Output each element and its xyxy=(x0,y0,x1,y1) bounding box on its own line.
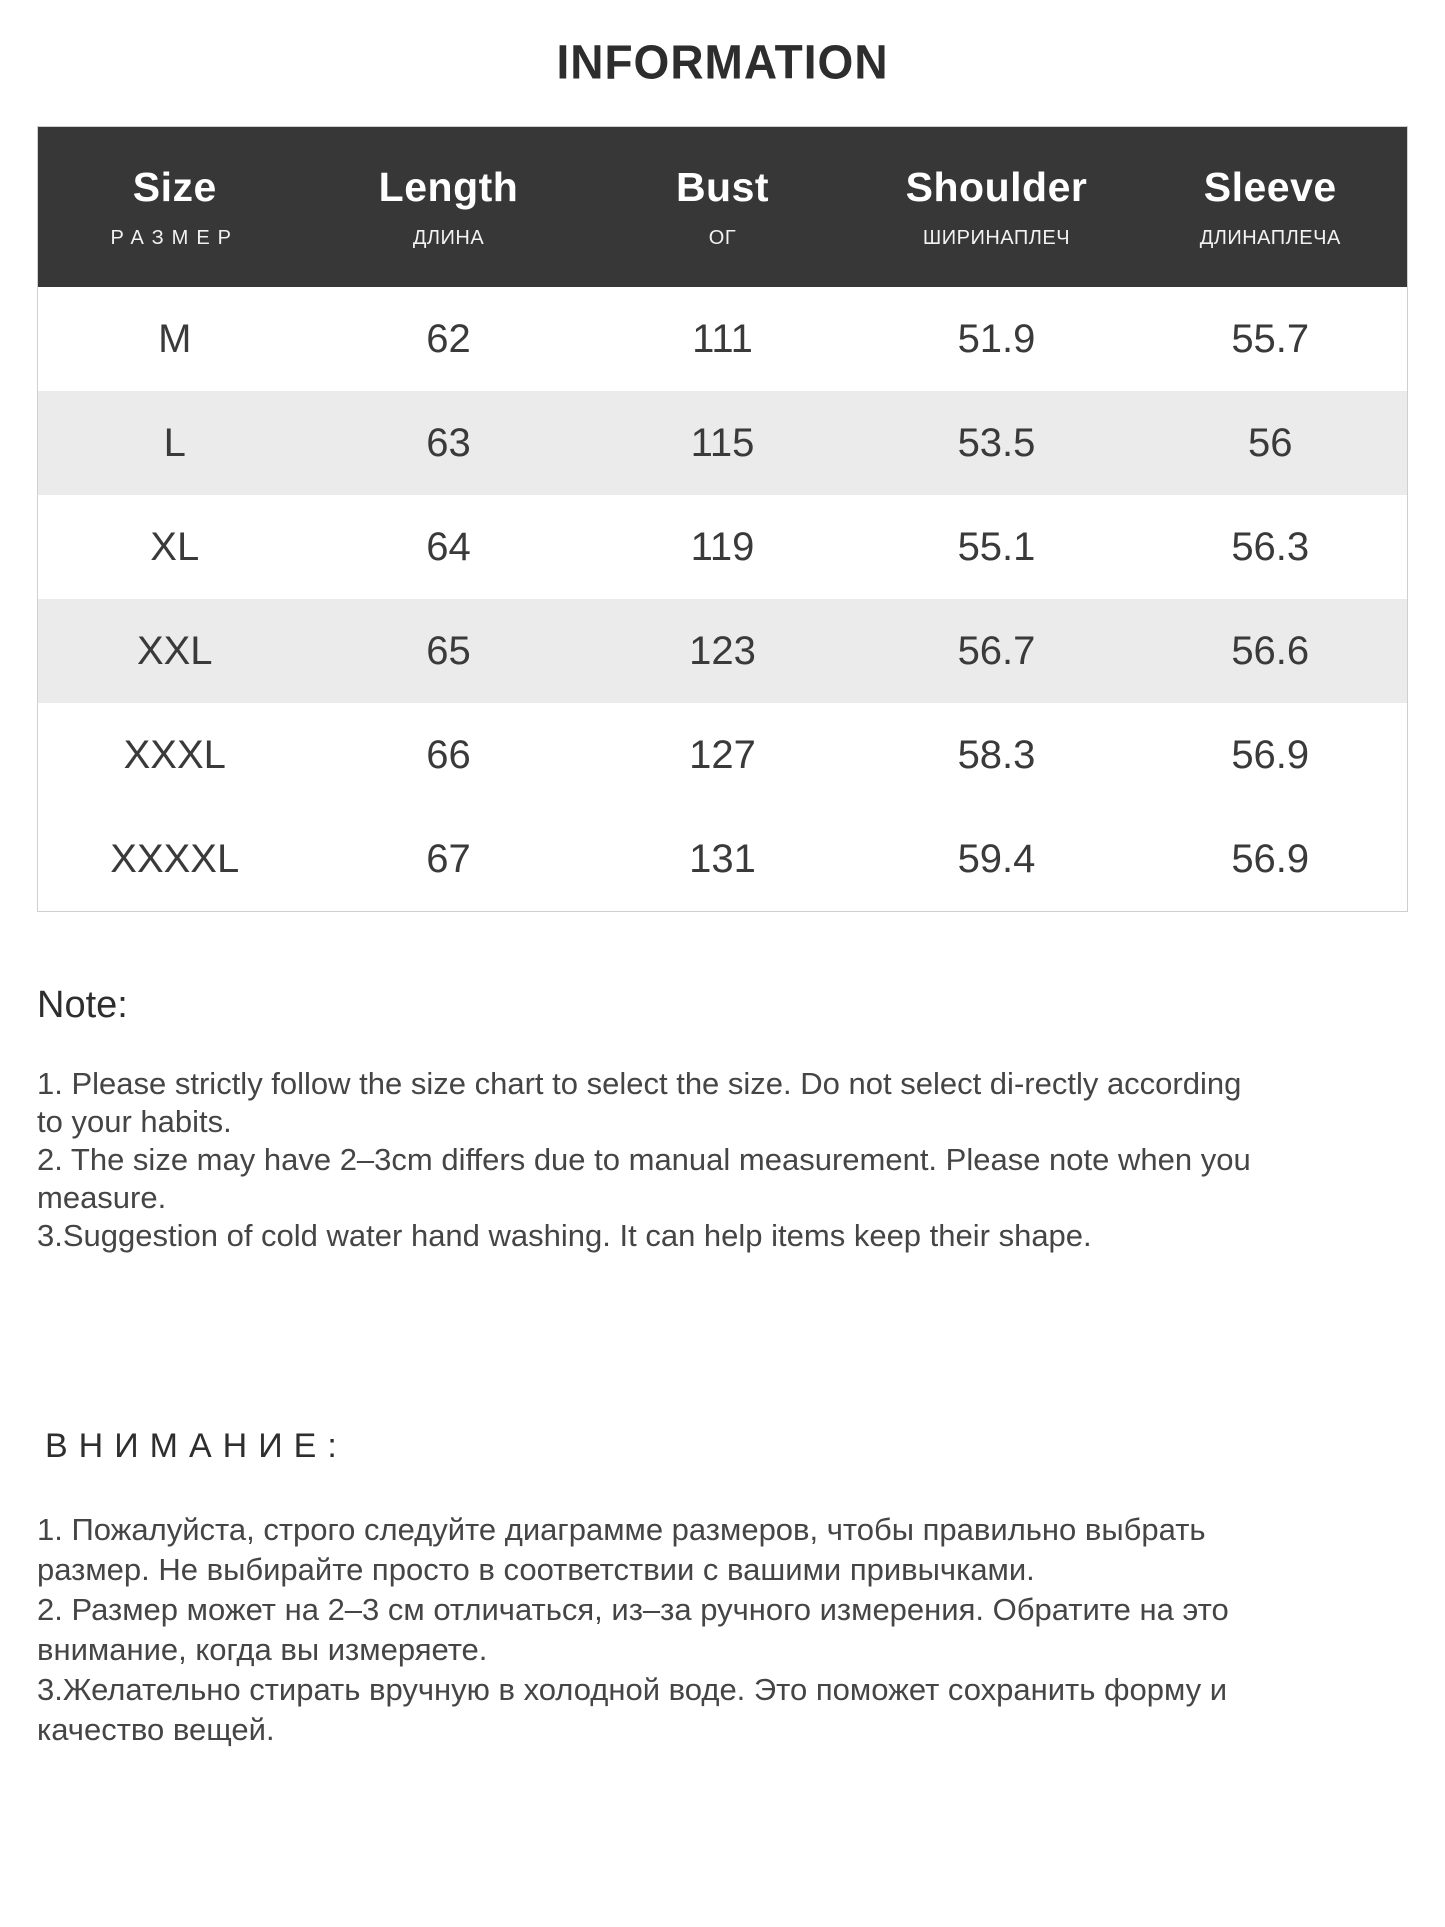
header-shoulder-en: Shoulder xyxy=(905,164,1088,210)
header-length-en: Length xyxy=(378,164,519,210)
table-row-xxl xyxy=(38,599,1408,703)
cell-length: 65 xyxy=(426,628,471,673)
attention-text-block xyxy=(37,1510,1267,1750)
attention-item-3: 3.Желательно стирать вручную в холодной воде. Это поможет сохранить форму и качество вещей. xyxy=(37,1672,1228,1747)
cell-bust: 111 xyxy=(692,316,753,361)
cell-bust: 127 xyxy=(689,732,756,777)
header-length-ru: ДЛИНА xyxy=(412,227,485,249)
header-sleeve-en: Sleeve xyxy=(1203,164,1337,210)
size-chart-body xyxy=(38,287,1408,912)
attention-item-1: 1. Пожалуйста, строго следуйте диаграмме размеров, чтобы правильно выбрать размер. Не выбирайте просто в соответствии с вашими привычками. xyxy=(37,1512,1206,1587)
cell-bust: 119 xyxy=(690,524,755,569)
cell-shoulder: 58.3 xyxy=(957,732,1036,777)
note-item-3: 3.Suggestion of cold water hand washing. It can help items keep their shape. xyxy=(37,1218,1092,1253)
cell-shoulder: 59.4 xyxy=(957,836,1036,881)
header-shoulder-ru: ШИРИНАПЛЕЧ xyxy=(922,227,1071,249)
cell-length: 63 xyxy=(426,420,471,465)
header-cell-bust xyxy=(586,127,860,288)
table-header-row xyxy=(38,127,1408,288)
cell-sleeve: 56.3 xyxy=(1231,524,1310,569)
cell-sleeve: 56.6 xyxy=(1231,628,1310,673)
cell-size: XXXL xyxy=(123,732,226,777)
header-cell-length xyxy=(312,127,586,288)
cell-size: L xyxy=(163,420,186,465)
header-sleeve-ru: ДЛИНАПЛЕЧА xyxy=(1199,227,1341,249)
header-cell-sleeve xyxy=(1134,127,1408,288)
table-row-l xyxy=(38,391,1408,495)
cell-sleeve: 56.9 xyxy=(1231,732,1310,777)
cell-size: XXXXL xyxy=(110,836,240,881)
table-row-xxxxl xyxy=(38,807,1408,912)
note-item-2: 2. The size may have 2–3cm differs due to manual measurement. Please note when you measure. xyxy=(37,1142,1251,1215)
note-text-block xyxy=(37,1065,1267,1255)
attention-item-2: 2. Размер может на 2–3 см отличаться, из–за ручного измерения. Обратите на это внимание, когда вы измеряете. xyxy=(37,1592,1229,1667)
cell-size: XXL xyxy=(136,628,213,673)
table-row-m xyxy=(38,287,1408,391)
page-title: INFORMATION xyxy=(556,34,889,90)
cell-bust: 115 xyxy=(690,420,755,465)
attention-heading: ВНИМАНИЕ: xyxy=(45,1427,348,1465)
header-size-ru: РАЗМЕР xyxy=(110,227,240,249)
note-item-1: 1. Please strictly follow the size chart to select the size. Do not select di-rectly according to your habits. xyxy=(37,1066,1242,1139)
cell-shoulder: 51.9 xyxy=(957,316,1036,361)
note-heading: Note: xyxy=(37,984,128,1026)
table-row-xxxl xyxy=(38,703,1408,807)
cell-size: XL xyxy=(150,524,200,569)
header-cell-shoulder xyxy=(860,127,1134,288)
size-chart-table xyxy=(37,126,1408,912)
cell-bust: 123 xyxy=(689,628,756,673)
cell-length: 66 xyxy=(426,732,471,777)
cell-sleeve: 56 xyxy=(1248,420,1293,465)
header-bust-ru: ОГ xyxy=(708,227,737,249)
cell-shoulder: 53.5 xyxy=(957,420,1036,465)
header-size-en: Size xyxy=(132,164,217,210)
cell-bust: 131 xyxy=(689,836,756,881)
cell-shoulder: 56.7 xyxy=(957,628,1036,673)
cell-shoulder: 55.1 xyxy=(957,524,1036,569)
cell-length: 62 xyxy=(426,316,471,361)
size-chart-header xyxy=(38,127,1408,288)
header-bust-en: Bust xyxy=(675,164,770,210)
cell-sleeve: 56.9 xyxy=(1231,836,1310,881)
cell-size: M xyxy=(158,316,192,361)
cell-length: 67 xyxy=(426,836,471,881)
header-cell-size xyxy=(38,127,312,288)
cell-length: 64 xyxy=(426,524,471,569)
table-row-xl xyxy=(38,495,1408,599)
cell-sleeve: 55.7 xyxy=(1231,316,1310,361)
